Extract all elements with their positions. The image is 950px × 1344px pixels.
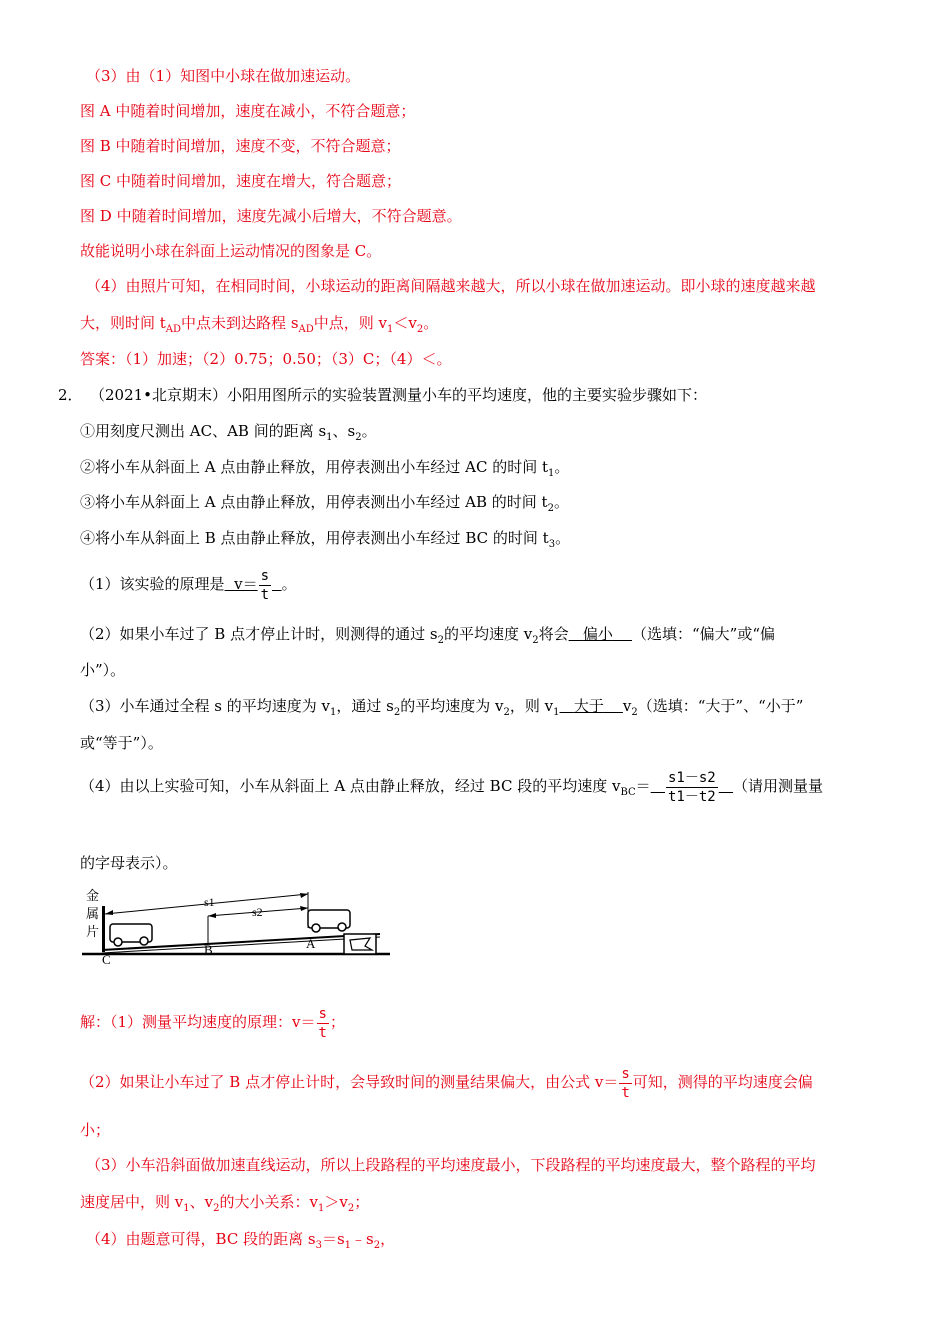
solution-fraction-2: $\frac{s}{t}$ (621, 1065, 630, 1101)
graph-a-analysis: 图 A 中随着时间增加，速度在减小，不符合题意； (80, 102, 416, 120)
label-s2: s2 (252, 905, 263, 919)
graph-c-analysis: 图 C 中随着时间增加，速度在增大，符合题意； (80, 172, 402, 190)
part3-intro: （3）由（1）知图中小球在做加速运动。 (86, 67, 361, 85)
question-3-line2: 或“等于”）。 (80, 734, 163, 752)
question-1: （1）该实验的原理是 v＝ $\frac{s}{t}$ 。 (80, 567, 297, 603)
label-metal-1: 金 (86, 889, 100, 904)
fraction-s-over-t: $\frac{s}{t}$ (260, 567, 270, 603)
step-3: ③将小车从斜面上 A 点由静止释放，用停表测出小车经过 AB 的时间 $t_2$。 (80, 493, 569, 514)
solution-fraction-1: $\frac{s}{t}$ (318, 1005, 327, 1041)
question-3: （3）小车通过全程 s 的平均速度为 $v_1$，通过 $s_2$的平均速度为 $v_2$，则 $v_1$ 大于 $v_2$（选填：“大于”、“小于” (80, 697, 804, 718)
problem-stem: （2021•北京期末）小阳用图所示的实验装置测量小车的平均速度，他的主要实验步骤如下： (90, 386, 708, 404)
problem-number: 2． (58, 386, 83, 404)
question-2-line2: 小”）。 (80, 661, 126, 679)
question-4-line2: 的字母表示）。 (80, 854, 178, 872)
question-4: （4）由以上实验可知，小车从斜面上 A 点由静止释放，经过 BC 段的平均速度 $v_{BC}=$ $\frac{s1-s2}{t1-t2}$ （请用测量量 (80, 769, 824, 805)
conclusion: 故能说明小球在斜面上运动情况的图象是 C。 (80, 242, 382, 260)
fraction-bc-speed: $\frac{s1-s2}{t1-t2}$ (668, 769, 716, 805)
solution2-part2-line2: 小； (80, 1121, 111, 1139)
q3-answer: 大于 (573, 697, 604, 715)
step-2: ②将小车从斜面上 A 点由静止释放，用停表测出小车经过 AC 的时间 $t_1$。 (80, 458, 570, 479)
graph-d-analysis: 图 D 中随着时间增加，速度先减小后增大，不符合题意。 (80, 207, 462, 225)
graph-b-analysis: 图 B 中随着时间增加，速度不变，不符合题意； (80, 137, 401, 155)
part4-line1: （4）由照片可知，在相同时间，小球运动的距离间隔越来越大，所以小球在做加速运动。即小球的速度越来越 (86, 277, 816, 295)
solution2-part2: （2）如果让小车过了 B 点才停止计时，会导致时间的测量结果偏大，由公式 v＝ $\frac{s}{t}$ 可知，测得的平均速度会偏 (80, 1065, 813, 1101)
solution2-part3-line2: 速度居中，则 $v_1$、$v_2$的大小关系：$v_1>v_2$； (80, 1193, 370, 1214)
q2-answer: 偏小 (582, 625, 613, 643)
label-s1: s1 (204, 895, 215, 909)
step-4: ④将小车从斜面上 B 点由静止释放，用停表测出小车经过 BC 的时间 $t_3$。 (80, 529, 571, 550)
solution2-part3: （3）小车沿斜面做加速直线运动，所以上段路程的平均速度最小，下段路程的平均速度最大，整个路程的平均 (86, 1156, 816, 1174)
step-1: ①用刻度尺测出 AC、AB 间的距离 $s_1$、$s_2$。 (80, 422, 377, 443)
label-metal-2: 属 (86, 907, 100, 922)
solution2-part1: 解：（1）测量平均速度的原理：v＝ $\frac{s}{t}$ ； (80, 1005, 345, 1041)
label-b: B (204, 942, 213, 957)
part4-line2: 大，则时间 $t_{AD}$中点未到达路程 $s_{AD}$中点，则 $v_1<v_2$。 (80, 314, 439, 335)
question-2: （2）如果小车过了 B 点才停止计时，则测得的通过 $s_2$的平均速度 $v_2$将会 偏小 （选填：“偏大”或“偏 (80, 625, 776, 646)
label-a: A (306, 936, 316, 951)
label-c: C (102, 952, 111, 964)
label-metal-3: 片 (86, 925, 100, 940)
solution2-part4: （4）由题意可得，BC 段的距离 $s_3=s_1﹣s_2$， (86, 1230, 396, 1251)
answer-line: 答案：（1）加速；（2）0.75；0.50；（3）C；（4）＜。 (80, 350, 452, 368)
incline-apparatus-figure (80, 884, 392, 964)
q1-answer: v＝ (234, 575, 258, 593)
